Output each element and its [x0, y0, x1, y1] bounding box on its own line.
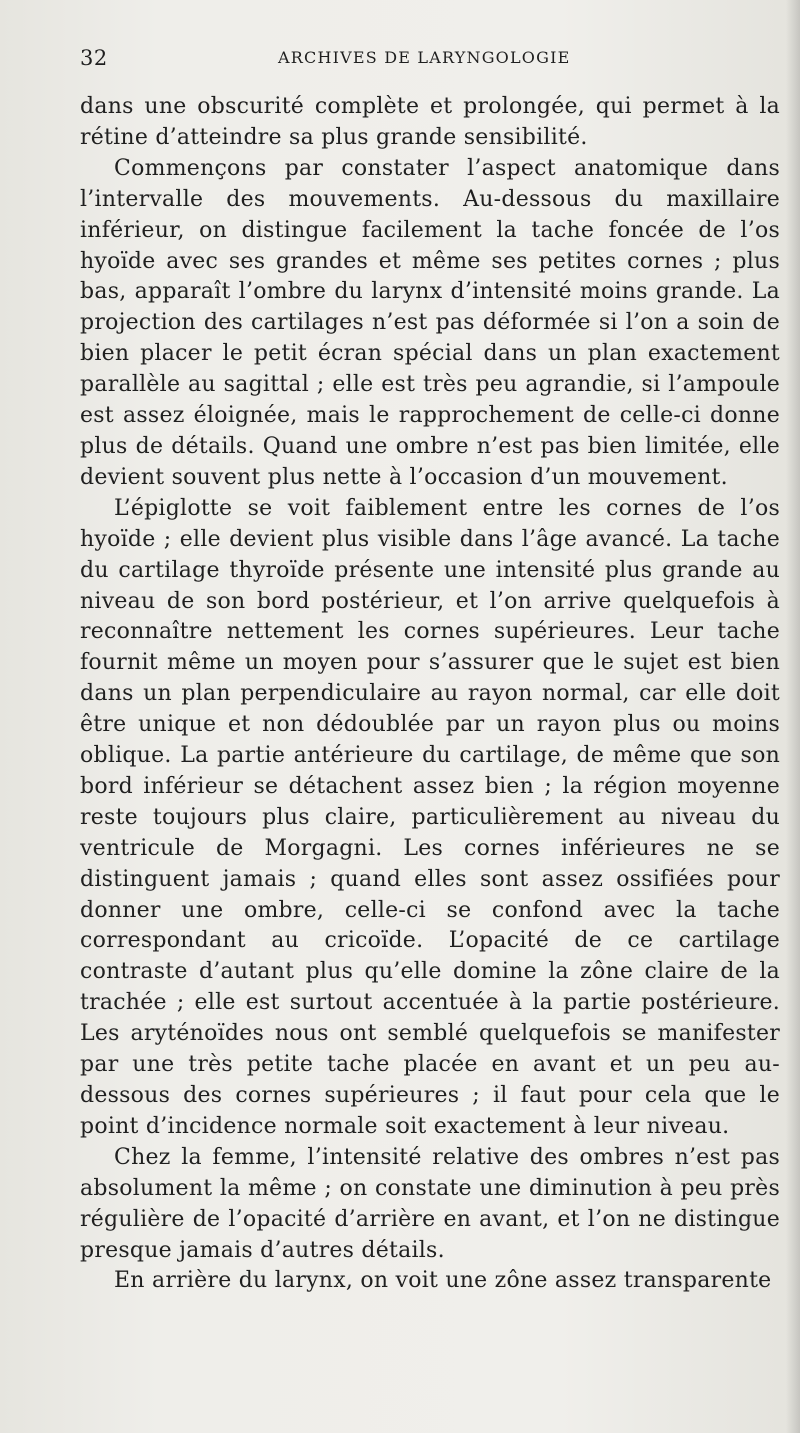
paragraph-anatomy: Commençons par constater l’aspect anatomique dans l’intervalle des mouvements. Au-dessous du maxillaire inférieur, on distingue facilement la tache foncée de l’os hyoïde avec ses grandes et même ses petites cornes ; plus bas, apparaît l’ombre du larynx d’intensité moins grande. La projection des cartilages n’est pas déformée si l’on a soin de bien placer le petit écran spécial dans un plan exactement parallèle au sagittal ; elle est très peu agrandie, si l’ampoule est assez éloignée, mais le rapprochement de celle-ci donne plus de détails. Quand une ombre n’est pas bien limitée, elle devient souvent plus nette à l’occasion d’un mouvement. [80, 155, 780, 490]
running-head: ARCHIVES DE LARYNGOLOGIE [278, 48, 571, 67]
page-header [80, 42, 780, 76]
body-text [80, 92, 780, 1297]
page-number: 32 [80, 46, 108, 70]
paragraph-continuation: dans une obscurité complète et prolongée, qui permet à la rétine d’atteindre sa plus grande sensibilité. [80, 94, 780, 150]
paragraph-epiglottis: L’épiglotte se voit faiblement entre les cornes de l’os hyoïde ; elle devient plus visible dans l’âge avancé. La tache du cartilage thyroïde présente une intensité plus grande au niveau de son bord postérieur, et l’on arrive quelquefois à reconnaître nettement les cornes supérieures. Leur tache fournit même un moyen pour s’assurer que le sujet est bien dans un plan perpendiculaire au rayon normal, car elle doit être unique et non dédoublée par un rayon plus ou moins oblique. La partie antérieure du cartilage, de même que son bord inférieur se détachent assez bien ; la région moyenne reste toujours plus claire, particulièrement au niveau du ventricule de Morgagni. Les cornes inférieures ne se distinguent jamais ; quand elles sont assez ossifiées pour donner une ombre, celle-ci se confond avec la tache correspondant au cricoïde. L’opacité de ce cartilage contraste d’autant plus qu’elle domine la zône claire de la trachée ; elle est surtout accentuée à la partie postérieure. Les aryténoïdes nous ont semblé quelquefois se manifester par une très petite tache placée en avant et un peu au-dessous des cornes supérieures ; il faut pour cela que le point d’incidence normale soit exactement à leur niveau. [80, 495, 780, 1139]
paragraph-behind-larynx: En arrière du larynx, on voit une zône assez transparente [114, 1268, 772, 1294]
paragraph-woman: Chez la femme, l’intensité relative des ombres n’est pas absolument la même ; on constate une diminution à peu près régulière de l’opacité d’arrière en avant, et l’on ne distingue presque jamais d’autres détails. [80, 1144, 780, 1263]
page-edge-shadow [786, 0, 800, 1433]
